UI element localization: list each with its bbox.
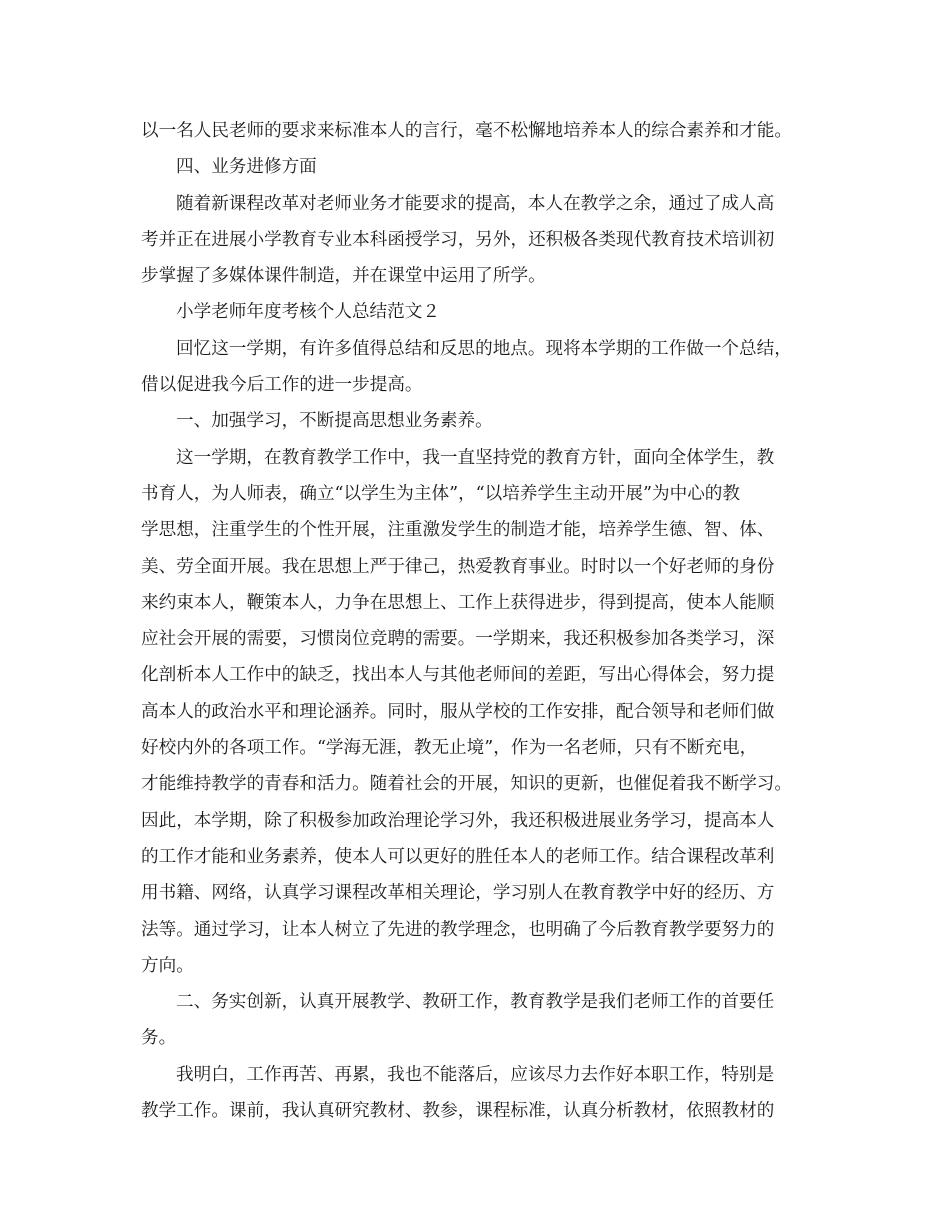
text-line: 以一名人民老师的要求来标准本人的言行，毫不松懈地培养本人的综合素养和才能。	[141, 121, 792, 141]
text-line: 考并正在进展小学教育专业本科函授学习，另外，还积极各类现代教育技术培训初	[141, 229, 775, 250]
text-line: 一、加强学习，不断提高思想业务素养。	[176, 411, 493, 432]
text-line: 学思想，注重学生的个性开展，注重激发学生的制造才能，培养学生德、智、体、	[141, 520, 775, 541]
text-line: 方向。	[141, 955, 194, 976]
text-line: 这一学期，在教育教学工作中，我一直坚持党的教育方针，面向全体学生，教	[176, 447, 775, 468]
text-line: 的工作才能和业务素养，使本人可以更好的胜任本人的老师工作。结合课程改革利	[141, 846, 775, 867]
text-line: 教学工作。课前，我认真研究教材、教参，课程标准，认真分析教材，依照教材的	[141, 1101, 775, 1122]
text-line: 务。	[141, 1028, 177, 1049]
text-line: 回忆这一学期，有许多值得总结和反思的地点。现将本学期的工作做一个总结，	[176, 338, 792, 359]
text-line: 书育人，为人师表，确立“以学生为主体”，“以培养学生主动开展”为中心的教	[141, 483, 740, 504]
text-line: 用书籍、网络，认真学习课程改革相关理论，学习别人在教育教学中好的经历、方	[141, 883, 775, 904]
text-line: 因此，本学期，除了积极参加政治理论学习外，我还积极进展业务学习，提高本人	[141, 810, 775, 831]
text-line: 借以促进我今后工作的进一步提高。	[141, 375, 423, 396]
text-line: 四、业务进修方面	[176, 157, 317, 178]
text-line: 小学老师年度考核个人总结范文２	[176, 302, 440, 323]
text-line: 二、务实创新，认真开展教学、教研工作，教育教学是我们老师工作的首要任	[176, 992, 775, 1013]
text-line: 才能维持教学的青春和活力。随着社会的开展，知识的更新，也催促着我不断学习。	[141, 774, 792, 795]
text-line: 美、劳全面开展。我在思想上严于律己，热爱教育事业。时时以一个好老师的身份	[141, 556, 775, 577]
text-line: 好校内外的各项工作。“学海无涯，教无止境”，作为一名老师，只有不断充电，	[141, 738, 758, 759]
text-line: 随着新课程改革对老师业务才能要求的提高，本人在教学之余，通过了成人高	[176, 193, 775, 214]
text-line: 高本人的政治水平和理论涵养。同时，服从学校的工作安排，配合领导和老师们做	[141, 701, 775, 722]
document-body	[141, 113, 831, 1129]
text-line: 来约束本人，鞭策本人，力争在思想上、工作上获得进步，得到提高，使本人能顺	[141, 592, 775, 613]
text-line: 法等。通过学习，让本人树立了先进的教学理念，也明确了今后教育教学要努力的	[141, 919, 775, 940]
text-line: 应社会开展的需要，习惯岗位竞聘的需要。一学期来，我还积极参加各类学习，深	[141, 629, 775, 650]
text-line: 步掌握了多媒体课件制造，并在课堂中运用了所学。	[141, 266, 546, 287]
text-line: 化剖析本人工作中的缺乏，找出本人与其他老师间的差距，写出心得体会，努力提	[141, 665, 775, 686]
text-line: 我明白，工作再苦、再累，我也不能落后，应该尽力去作好本职工作，特别是	[176, 1064, 775, 1085]
